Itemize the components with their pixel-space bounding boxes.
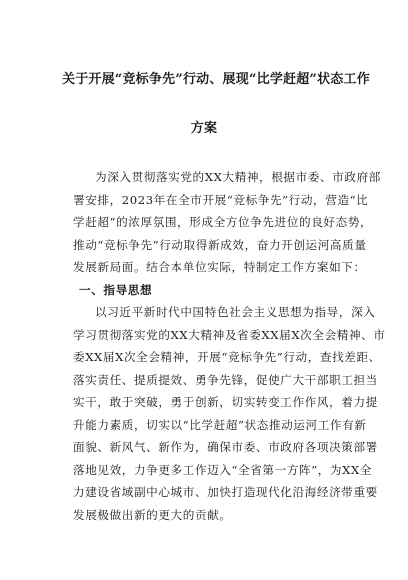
section1-line: 落实责任、提质提效、勇争先锋，促使广大干部职工担当 <box>73 372 378 387</box>
section1-line: 力建设省域副中心城市、加快打造现代化沿海经济带重要 <box>73 485 378 499</box>
section1-line: 落地见效，力争更多工作迈入“全省第一方阵”，为XX全 <box>73 462 373 477</box>
document-title-line1: 关于开展“竞标争先”行动、展现“比学赶超”状态工作 <box>62 72 370 87</box>
section1-line: 升能力素质，切实以“比学赶超”状态推动运河工作有新 <box>73 417 367 432</box>
intro-line: 学赶超”的浓厚氛围，形成全方位争先进位的良好态势， <box>73 215 373 229</box>
section1-line: 委XX届X次全会精神，开展“竞标争先”行动，查找差距、 <box>73 350 381 364</box>
section-heading: 一、指导思想 <box>79 282 153 297</box>
section1-line: 学习贯彻落实党的XX大精神及省委XX届X次全会精神、市 <box>73 327 386 342</box>
section1-line: 实干，敢于突破，勇于创新，切实转变工作作风，着力提 <box>73 395 378 409</box>
intro-line: 署安排，2023年在全市开展“竞标争先”行动，营造“比 <box>73 192 369 207</box>
section1-line: 发展极做出新的更大的贡献。 <box>73 507 232 522</box>
intro-line: 为深入贯彻落实党的XX大精神，根据市委、市政府部 <box>95 170 381 184</box>
section1-line: 面貌、新风气、新作为，确保市委、市政府各项决策部署 <box>73 440 378 454</box>
section1-paragraph <box>73 301 386 526</box>
section1-line: 以习近平新时代中国特色社会主义思想为指导，深入 <box>95 305 376 319</box>
intro-paragraph <box>73 166 381 301</box>
intro-line: 发展新局面。结合本单位实际，特制定工作方案如下： <box>73 260 366 274</box>
document-title-line2: 方案 <box>190 121 218 136</box>
intro-line: 推动“竞标争先”行动取得新成效，奋力开创运河高质量 <box>73 237 367 252</box>
